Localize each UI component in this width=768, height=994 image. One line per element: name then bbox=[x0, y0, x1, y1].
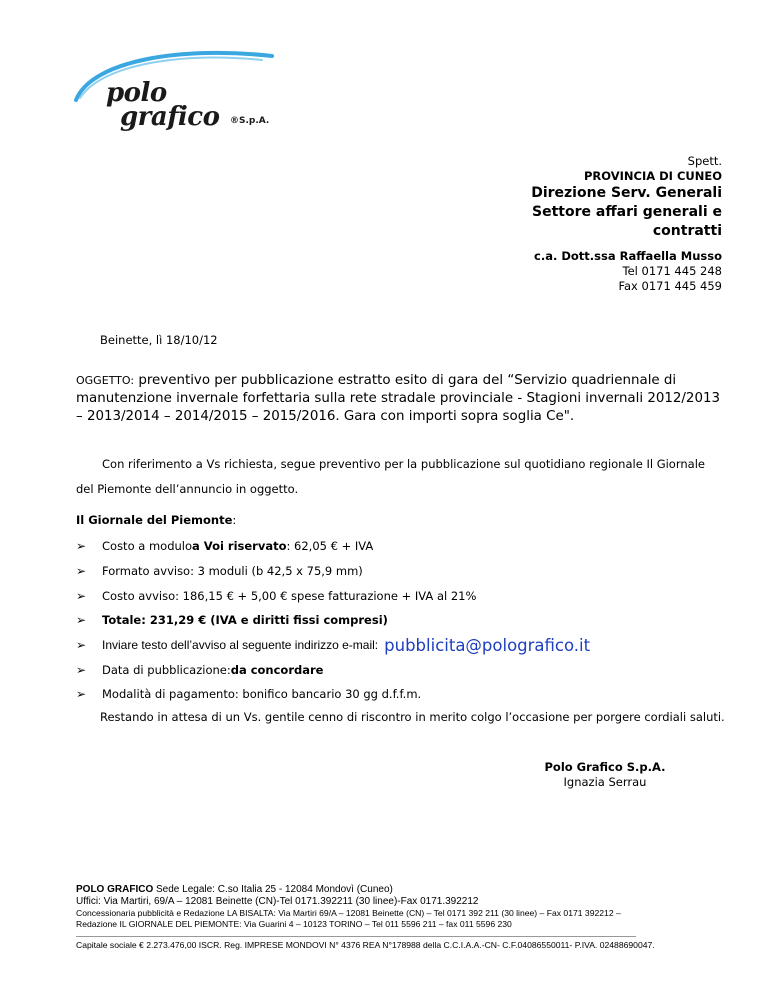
signature-name: Ignazia Serrau bbox=[563, 775, 647, 789]
item-text: Modalità di pagamento: bonifico bancario 30 gg d.f.f.m. bbox=[102, 687, 422, 702]
footer-legal-address: Sede Legale: C.so Italia 25 - 12084 Mondovì (Cuneo) bbox=[153, 884, 393, 895]
list-item bbox=[76, 559, 736, 584]
closing-paragraph: Restando in attesa di un Vs. gentile cenno di riscontro in merito colgo l’occasione per porgere cordiali saluti. bbox=[100, 710, 725, 724]
letterhead-footer bbox=[76, 884, 736, 951]
recipient-dept-line1: Direzione Serv. Generali bbox=[531, 185, 722, 201]
list-item bbox=[76, 633, 736, 658]
footer-line-4: Redazione IL GIORNALE DEL PIEMONTE: Via Guarini 4 – 10123 TORINO – Tel 011 5596 211 – fax 011 5596 230 bbox=[76, 919, 512, 929]
item-text: Data di pubblicazione: bbox=[102, 662, 231, 677]
list-item bbox=[76, 682, 736, 707]
arrow-bullet-icon: ➢ bbox=[76, 687, 87, 702]
recipient-dept-line2: Settore affari generali e bbox=[532, 204, 722, 220]
list-item bbox=[76, 657, 736, 682]
signature-block bbox=[520, 760, 690, 790]
footer-line-2: Uffici: Via Martiri, 69/A – 12081 Beinette (CN)-Tel 0171.392211 (30 linee)-Fax 0171.392212 bbox=[76, 896, 479, 907]
email-link[interactable]: pubblicita@polografico.it bbox=[384, 635, 591, 655]
item-text-bold: a Voi riservato bbox=[192, 539, 287, 554]
company-logo bbox=[62, 38, 282, 138]
recipient-block bbox=[531, 154, 722, 241]
section-title: Il Giornale del Piemonte: bbox=[76, 513, 237, 527]
arrow-bullet-icon: ➢ bbox=[76, 539, 87, 554]
arrow-bullet-icon: ➢ bbox=[76, 588, 87, 603]
arrow-bullet-icon: ➢ bbox=[76, 564, 87, 579]
letter-date: Beinette, lì 18/10/12 bbox=[100, 333, 218, 347]
section-title-text: Il Giornale del Piemonte bbox=[76, 513, 233, 527]
subject-text: preventivo per pubblicazione estratto esito di gara del “Servizio quadriennale di manutenzione invernale forfettaria sulla rete stradale provinciale - Stagioni invernali 2012/2013 – 2013/2014 – 2014/2015 – 2015/2016. Gara con importi sopra soglia Ce". bbox=[76, 373, 721, 424]
item-text-bold: da concordare bbox=[230, 662, 324, 677]
item-text: Costo avviso: 186,15 € + 5,00 € spese fatturazione + IVA al 21% bbox=[102, 588, 477, 603]
arrow-bullet-icon: ➢ bbox=[76, 662, 87, 677]
subject-label: OGGETTO: bbox=[76, 374, 135, 387]
item-text: Inviare testo dell’avviso al seguente indirizzo e-mail: bbox=[102, 638, 379, 653]
intro-paragraph: Con riferimento a Vs richiesta, segue preventivo per la pubblicazione sul quotidiano regionale Il Giornale del Piemonte dell’annuncio in oggetto. bbox=[76, 457, 705, 496]
arrow-bullet-icon: ➢ bbox=[76, 613, 87, 628]
recipient-contact bbox=[534, 249, 722, 294]
signature-company: Polo Grafico S.p.A. bbox=[544, 760, 666, 774]
item-text: Formato avviso: 3 moduli (b 42,5 x 75,9 mm) bbox=[102, 564, 363, 579]
subject-paragraph bbox=[76, 372, 726, 426]
list-item bbox=[76, 608, 736, 633]
quote-list bbox=[76, 534, 736, 707]
recipient-tel: Tel 0171 445 248 bbox=[622, 264, 722, 278]
recipient-attn: c.a. Dott.ssa Raffaella Musso bbox=[534, 249, 722, 263]
item-text: : 62,05 € + IVA bbox=[286, 539, 374, 554]
footer-line-5: Capitale sociale € 2.273.476,00 ISCR. Reg. IMPRESE MONDOVI N° 4376 REA N°178988 della C.C.I.A.A.-CN- C.F.04086550011- P.IVA. 02488690047. bbox=[76, 940, 655, 950]
recipient-dept-line3: contratti bbox=[652, 223, 722, 239]
footer-line-3: Concessionaria pubblicità e Redazione LA BISALTA: Via Martiri 69/A – 12081 Beinette (CN) – Tel 0171 392 211 (30 linee) – Fax 0171 392212 – bbox=[76, 908, 621, 918]
footer-company: POLO GRAFICO bbox=[76, 884, 154, 895]
list-item bbox=[76, 583, 736, 608]
recipient-fax: Fax 0171 445 459 bbox=[618, 279, 722, 293]
logo-suffix: ®S.p.A. bbox=[230, 116, 270, 126]
recipient-spett: Spett. bbox=[687, 154, 722, 168]
recipient-org: PROVINCIA DI CUNEO bbox=[583, 169, 722, 183]
logo-word-polo: polo bbox=[106, 78, 167, 108]
item-total: Totale: 231,29 € (IVA e diritti fissi compresi) bbox=[102, 613, 388, 628]
list-item bbox=[76, 534, 736, 559]
arrow-bullet-icon: ➢ bbox=[76, 638, 87, 653]
footer-line-1 bbox=[76, 884, 736, 896]
footer-divider bbox=[76, 936, 636, 937]
logo-word-grafico: grafico bbox=[120, 102, 220, 132]
item-text: Costo a modulo bbox=[102, 539, 193, 554]
